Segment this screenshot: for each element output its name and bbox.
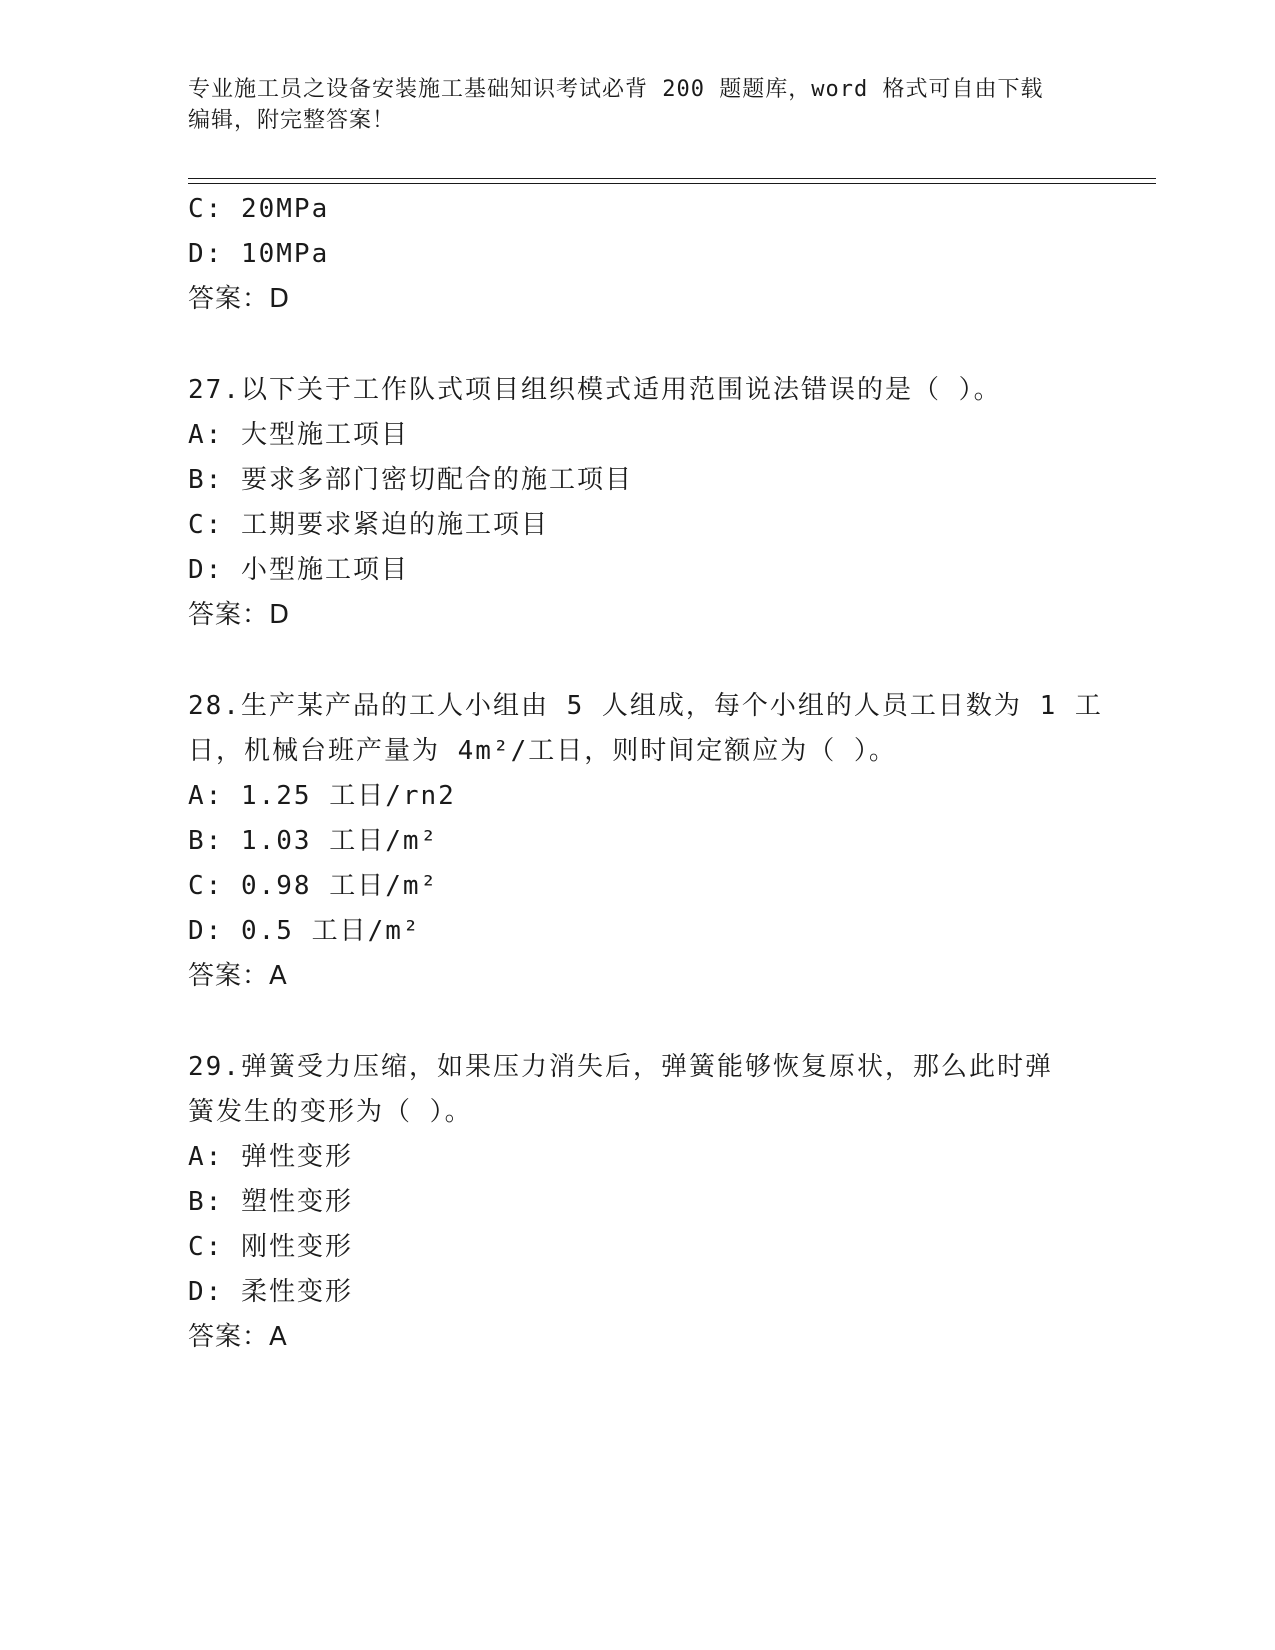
q27-option-d: D: 小型施工项目 [188, 555, 409, 585]
q27-stem: 27.以下关于工作队式项目组织模式适用范围说法错误的是（ ）。 [188, 375, 1002, 405]
q26-option-d: D: 10MPa [188, 239, 330, 269]
q27-option-b: B: 要求多部门密切配合的施工项目 [188, 465, 633, 495]
q28-option-c: C: 0.98 工日/m² [188, 871, 439, 901]
q27-answer: 答案：D [188, 600, 291, 630]
q29-stem-line-2: 簧发生的变形为（ ）。 [188, 1097, 473, 1127]
q28-option-a: A: 1.25 工日/rn2 [188, 781, 456, 811]
q28-stem-line-2: 日，机械台班产量为 4m²/工日，则时间定额应为（ ）。 [188, 736, 897, 766]
q29-answer: 答案：A [188, 1322, 288, 1352]
q26-option-c: C: 20MPa [188, 194, 330, 224]
q26-answer: 答案：D [188, 284, 291, 314]
q29-option-c: C: 刚性变形 [188, 1232, 353, 1262]
q27-option-c: C: 工期要求紧迫的施工项目 [188, 510, 549, 540]
q29-stem-line-1: 29.弹簧受力压缩，如果压力消失后，弹簧能够恢复原状，那么此时弹 [188, 1052, 1053, 1082]
header-title-line-1: 专业施工员之设备安装施工基础知识考试必背 200 题题库，word 格式可自由下载 [188, 77, 1044, 102]
document-header [188, 74, 1088, 136]
q28-option-b: B: 1.03 工日/m² [188, 826, 439, 856]
q29-option-a: A: 弹性变形 [188, 1142, 353, 1172]
q27-option-a: A: 大型施工项目 [188, 420, 409, 450]
header-title-line-2: 编辑，附完整答案！ [188, 108, 396, 133]
header-divider-top [188, 178, 1156, 179]
q29-option-d: D: 柔性变形 [188, 1277, 353, 1307]
q28-option-d: D: 0.5 工日/m² [188, 916, 421, 946]
q29-option-b: B: 塑性变形 [188, 1187, 353, 1217]
q28-answer: 答案：A [188, 961, 288, 991]
q28-stem-line-1: 28.生产某产品的工人小组由 5 人组成，每个小组的人员工日数为 1 工 [188, 691, 1103, 721]
header-divider-bottom [188, 183, 1156, 184]
